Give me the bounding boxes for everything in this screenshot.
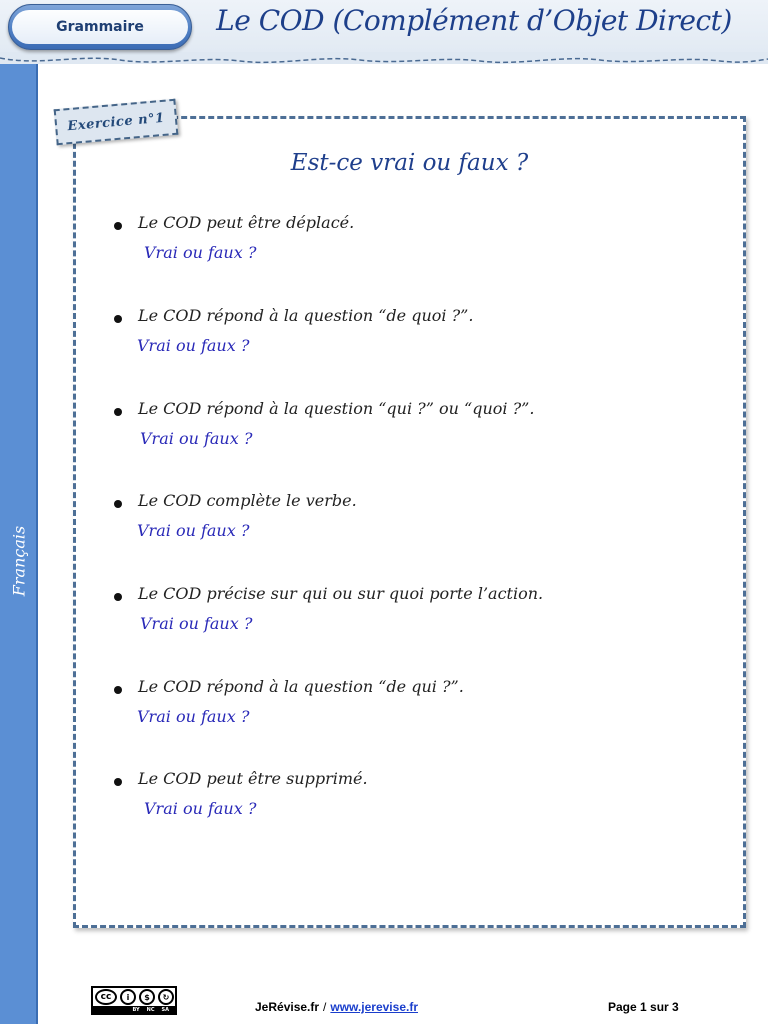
cc-by-nc-sa-icon[interactable]: cc i $ ↻ BY NC SA [91, 986, 177, 1015]
page-title: Le COD (Complément d’Objet Direct) [216, 4, 732, 37]
header-wave-divider [0, 52, 768, 76]
site-name: JeRévise.fr [255, 1000, 320, 1014]
answer-prompt: Vrai ou faux ? [140, 429, 253, 448]
answer-prompt: Vrai ou faux ? [137, 336, 250, 355]
page-indicator: Page 1 sur 3 [608, 1000, 679, 1014]
question-statement: Le COD précise sur qui ou sur quoi porte l’action. [138, 584, 544, 603]
category-label: Grammaire [12, 10, 188, 44]
question-statement: Le COD peut être déplacé. [138, 213, 355, 232]
bullet-icon [114, 408, 122, 416]
question-statement: Le COD répond à la question “qui ?” ou “quoi ?”. [138, 399, 535, 418]
license-label-nc: NC [146, 1006, 155, 1013]
answer-prompt: Vrai ou faux ? [144, 243, 257, 262]
exercise-tag-label: Exercice n°1 [66, 110, 166, 134]
license-label-sa: SA [161, 1006, 169, 1013]
bullet-icon [114, 593, 122, 601]
question-statement: Le COD répond à la question “de qui ?”. [138, 677, 464, 696]
subject-sidebar [0, 64, 38, 1024]
subject-label: Français [9, 525, 29, 597]
bullet-icon [114, 315, 122, 323]
exercise-title: Est-ce vrai ou faux ? [290, 150, 529, 176]
answer-prompt: Vrai ou faux ? [137, 707, 250, 726]
site-url-link[interactable]: www.jerevise.fr [330, 1000, 418, 1014]
question-statement: Le COD peut être supprimé. [138, 769, 368, 788]
license-label-by: BY [132, 1006, 140, 1013]
bullet-icon [114, 686, 122, 694]
footer-separator: / [323, 1000, 327, 1014]
answer-prompt: Vrai ou faux ? [144, 799, 257, 818]
answer-prompt: Vrai ou faux ? [140, 614, 253, 633]
bullet-icon [114, 222, 122, 230]
footer-site-line [255, 1000, 418, 1014]
question-statement: Le COD complète le verbe. [138, 491, 357, 510]
footer [0, 984, 768, 1024]
bullet-icon [114, 500, 122, 508]
bullet-icon [114, 778, 122, 786]
answer-prompt: Vrai ou faux ? [137, 521, 250, 540]
category-badge [8, 4, 192, 50]
question-statement: Le COD répond à la question “de quoi ?”. [138, 306, 474, 325]
